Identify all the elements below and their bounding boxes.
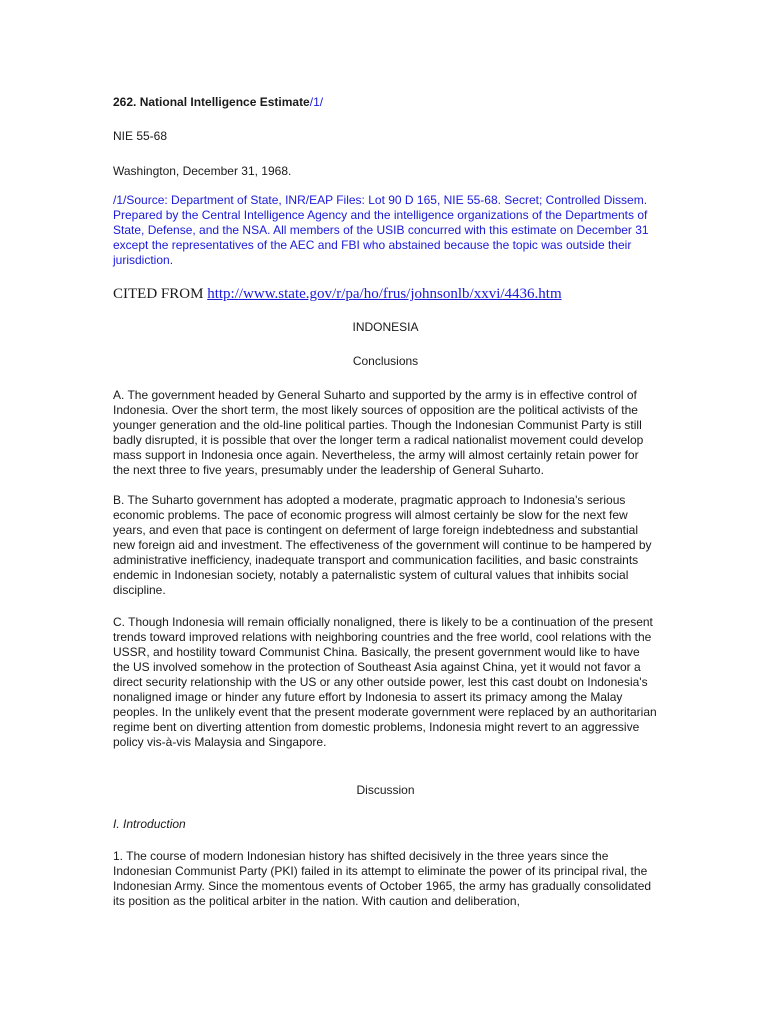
source-footnote: /1/Source: Department of State, INR/EAP Files: Lot 90 D 165, NIE 55-68. Secret; Controlled Dissem. Prepared by the Central Intelligence Agency and the intelligence organizations of the Departments of State, Defense, and the NSA. All members of the USIB concurred with this estimate on December 31 except the representatives of the AEC and FBI who abstained because the topic was outside their jurisdiction. [113,193,649,267]
source-url-link[interactable]: http://www.state.gov/r/pa/ho/frus/johnsonlb/xxvi/4436.htm [207,286,562,302]
document-number: NIE 55-68 [113,129,168,143]
paragraph-1: 1. The course of modern Indonesian history has shifted decisively in the three years since the Indonesian Communist Party (PKI) failed in its attempt to eliminate the power of its principal rival, the Indonesian Army. Since the momentous events of October 1965, the army has gradually consolidated its position as the political arbiter in the nation. With caution and deliberation, [113,849,652,908]
place-date: Washington, December 31, 1968. [113,164,292,178]
document-title [113,95,658,110]
title-text: 262. National Intelligence Estimate [113,95,310,109]
paragraph-b: B. The Suharto government has adopted a moderate, pragmatic approach to Indonesia's serious economic problems. The pace of economic progress will almost certainly be slow for the next few years, and even that pace is contingent on deferment of large foreign indebtedness and substantial new foreign aid and investment. The effectiveness of the government will continue to be hampered by administrative inefficiency, inadequate transport and communication facilities, and basic constraints endemic in Indonesian society, notably a paternalistic system of cultural values that inhibits social discipline. [113,493,652,597]
cited-prefix: CITED FROM [113,286,208,302]
cited-from-line [113,285,658,303]
paragraph-c: C. Though Indonesia will remain officially nonaligned, there is likely to be a continuation of the present trends toward improved relations with neighboring countries and the free world, cool relations with the USSR, and hostility toward Communist China. Basically, the present government would like to have the US involved somehow in the protection of Southeast Asia against China, yet it would not favor a direct security relationship with the US or any other outside power, lest this cast doubt on Indonesia's nonaligned image or hinder any future effort by Indonesia to assert its primacy among the Malay peoples. In the unlikely event that the present moderate government were replaced by an authoritarian regime bent on diverting attention from domestic problems, Indonesia might revert to an aggressive policy vis-à-vis Malaysia and Singapore. [113,615,657,749]
country-heading: INDONESIA [352,320,419,334]
discussion-heading: Discussion [356,783,415,797]
introduction-heading: I. Introduction [113,817,186,831]
footnote-reference[interactable]: /1/ [309,95,324,109]
conclusions-heading: Conclusions [352,354,419,368]
paragraph-a: A. The government headed by General Suharto and supported by the army is in effective control of Indonesia. Over the short term, the most likely sources of opposition are the political activists of the younger generation and the old-line political parties. Though the Indonesian Communist Party is still badly disrupted, it is possible that over the longer term a radical nationalist movement could develop mass support in Indonesia once again. Nevertheless, the army will almost certainly retain power for the next three to five years, presumably under the leadership of General Suharto. [113,388,644,477]
